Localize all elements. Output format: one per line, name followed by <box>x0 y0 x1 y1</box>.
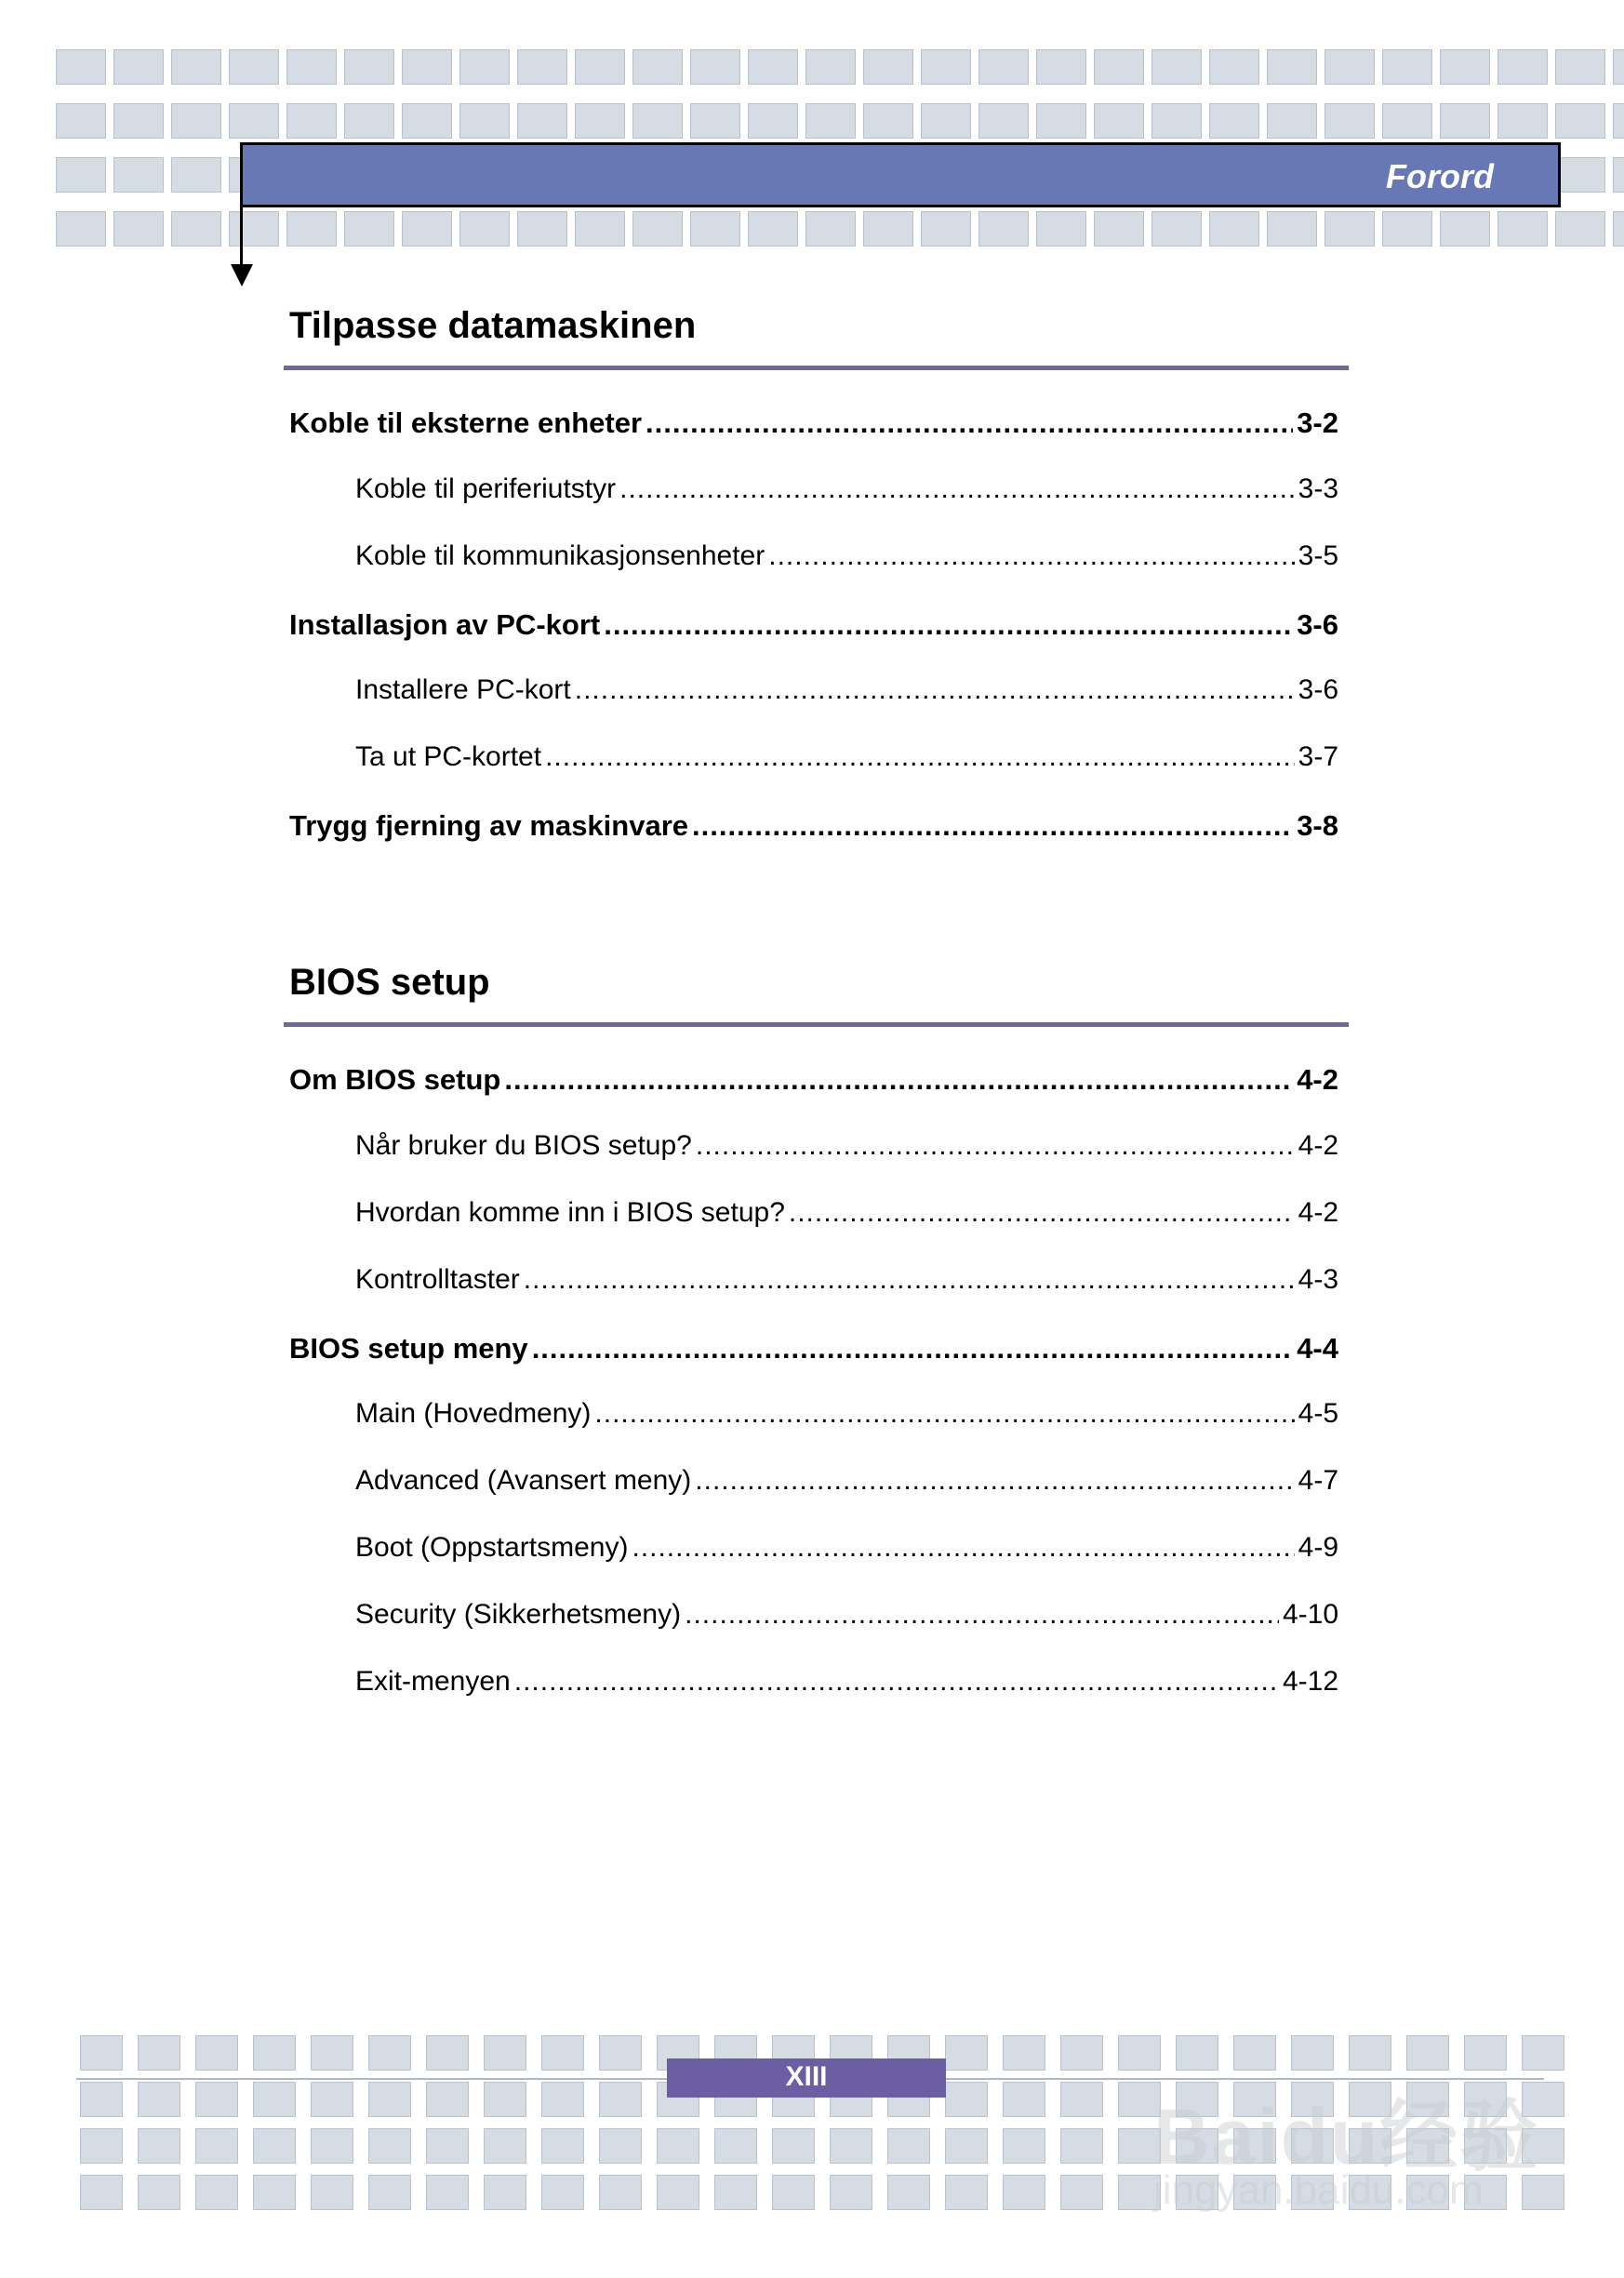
decorative-tile <box>1267 103 1317 139</box>
decorative-tile <box>195 2035 238 2071</box>
decorative-tile <box>368 2035 411 2071</box>
toc-label: Advanced (Avansert meny) <box>355 1465 692 1496</box>
toc-entry[interactable] <box>355 1532 1338 1573</box>
decorative-tile <box>1094 103 1144 139</box>
decorative-tile <box>1267 49 1317 85</box>
decorative-tile <box>517 103 567 139</box>
decorative-tile <box>484 2175 526 2210</box>
decorative-tile <box>599 2082 642 2117</box>
toc-entry[interactable] <box>355 1666 1338 1707</box>
toc-label: BIOS setup meny <box>289 1332 528 1365</box>
decorative-tile <box>286 211 337 246</box>
toc-leader <box>789 1197 1295 1229</box>
section-rule <box>284 366 1349 370</box>
toc-leader <box>504 1063 1293 1097</box>
decorative-tile <box>1613 49 1624 85</box>
decorative-tile <box>1209 103 1259 139</box>
toc-leader <box>768 540 1294 572</box>
decorative-tile <box>253 2175 296 2210</box>
toc-page: 3-6 <box>1297 608 1338 641</box>
decorative-tile <box>690 211 740 246</box>
decorative-tile <box>459 103 510 139</box>
toc-entry[interactable] <box>355 1599 1338 1640</box>
decorative-tile <box>344 103 394 139</box>
decorative-tile <box>575 103 625 139</box>
decorative-tile <box>1498 49 1548 85</box>
decorative-tile <box>402 103 452 139</box>
decorative-tile <box>253 2082 296 2117</box>
header-bar <box>240 142 1561 207</box>
decorative-tile <box>138 2128 180 2164</box>
decorative-tile <box>229 103 279 139</box>
toc-leader <box>646 406 1293 440</box>
toc-page: 3-6 <box>1298 674 1338 705</box>
section-rule <box>284 1022 1349 1027</box>
decorative-tile <box>1151 49 1202 85</box>
decorative-tile <box>402 211 452 246</box>
decorative-tile <box>541 2128 584 2164</box>
decorative-tile <box>1382 49 1432 85</box>
decorative-tile <box>1003 2082 1045 2117</box>
decorative-tile <box>286 103 337 139</box>
watermark <box>1144 2037 1553 2223</box>
toc-page: 4-10 <box>1282 1599 1338 1630</box>
toc-entry[interactable] <box>355 1398 1338 1439</box>
watermark-logo: Baidu经验 <box>1153 2093 1540 2180</box>
decorative-tile <box>1324 211 1375 246</box>
toc-page: 3-7 <box>1298 741 1338 772</box>
toc-page: 4-5 <box>1298 1398 1338 1429</box>
decorative-tile <box>311 2128 353 2164</box>
decorative-tile <box>690 49 740 85</box>
decorative-tile <box>541 2082 584 2117</box>
decorative-tile <box>1036 211 1086 246</box>
toc-label: Koble til periferiutstyr <box>355 473 617 504</box>
decorative-tile <box>599 2128 642 2164</box>
decorative-tile <box>113 211 164 246</box>
decorative-tile <box>772 2175 815 2210</box>
decorative-tile <box>171 103 221 139</box>
decorative-tile <box>887 2128 930 2164</box>
decorative-tile <box>195 2082 238 2117</box>
toc-leader <box>532 1332 1294 1365</box>
decorative-tile <box>945 2082 988 2117</box>
toc-page: 4-2 <box>1297 1063 1338 1096</box>
decorative-tile <box>1555 157 1605 193</box>
decorative-tile <box>459 49 510 85</box>
toc-leader <box>692 809 1293 843</box>
toc-label: Koble til kommunikasjonsenheter <box>355 540 765 571</box>
decorative-tile <box>253 2128 296 2164</box>
toc-leader <box>575 674 1295 706</box>
decorative-tile <box>138 2175 180 2210</box>
toc-entry[interactable] <box>289 608 1338 649</box>
toc-page: 4-2 <box>1298 1197 1338 1228</box>
toc-leader <box>685 1599 1279 1631</box>
toc-leader <box>594 1398 1294 1430</box>
decorative-tile <box>541 2035 584 2071</box>
decorative-tile <box>56 211 106 246</box>
toc-entry[interactable] <box>355 540 1338 581</box>
decorative-tile <box>1498 211 1548 246</box>
arrow-down-icon <box>231 264 253 286</box>
decorative-tile <box>921 103 971 139</box>
decorative-tile <box>517 49 567 85</box>
toc-entry[interactable] <box>289 1332 1338 1373</box>
decorative-tile <box>1382 103 1432 139</box>
toc-label: Installasjon av PC-kort <box>289 608 601 641</box>
decorative-tile <box>517 211 567 246</box>
decorative-tile <box>368 2128 411 2164</box>
decorative-tile <box>945 2175 988 2210</box>
toc-label: Hvordan komme inn i BIOS setup? <box>355 1197 785 1228</box>
decorative-tile <box>1036 49 1086 85</box>
decorative-tile <box>1440 103 1490 139</box>
decorative-tile <box>1151 211 1202 246</box>
decorative-tile <box>195 2128 238 2164</box>
decorative-tile <box>1003 2128 1045 2164</box>
decorative-tile <box>657 2175 699 2210</box>
toc-entry[interactable] <box>289 1063 1338 1104</box>
decorative-tile <box>632 103 683 139</box>
decorative-tile <box>978 211 1029 246</box>
toc-label: Installere PC-kort <box>355 674 571 705</box>
decorative-tile <box>80 2035 123 2071</box>
decorative-tile <box>426 2128 469 2164</box>
toc-leader <box>545 741 1295 773</box>
decorative-tile <box>368 2175 411 2210</box>
toc-page: 4-12 <box>1282 1666 1338 1697</box>
decorative-tile <box>1324 49 1375 85</box>
decorative-tile <box>56 49 106 85</box>
section-title: Tilpasse datamaskinen <box>289 305 697 346</box>
decorative-tile <box>632 49 683 85</box>
toc-label: Security (Sikkerhetsmeny) <box>355 1599 682 1630</box>
decorative-tile <box>229 49 279 85</box>
watermark-url: jingyan.baidu.com <box>1153 2167 1484 2213</box>
toc-leader <box>632 1532 1294 1564</box>
decorative-tile <box>138 2082 180 2117</box>
decorative-tile <box>805 49 856 85</box>
decorative-tile <box>1003 2175 1045 2210</box>
decorative-tile <box>344 211 394 246</box>
decorative-tile <box>1613 211 1624 246</box>
toc-leader <box>604 608 1293 642</box>
toc-page: 4-2 <box>1298 1130 1338 1161</box>
decorative-tile <box>1555 211 1605 246</box>
decorative-tile <box>311 2175 353 2210</box>
decorative-tile <box>311 2035 353 2071</box>
toc-leader <box>695 1465 1294 1497</box>
toc-label: Ta ut PC-kortet <box>355 741 542 772</box>
decorative-tile <box>1440 49 1490 85</box>
decorative-tile <box>1613 103 1624 139</box>
decorative-tile <box>748 49 798 85</box>
toc-label: Main (Hovedmeny) <box>355 1398 592 1429</box>
decorative-tile <box>945 2035 988 2071</box>
decorative-tile <box>1382 211 1432 246</box>
decorative-tile <box>80 2128 123 2164</box>
toc-page: 3-3 <box>1298 473 1338 504</box>
decorative-tile <box>1003 2035 1045 2071</box>
decorative-tile <box>426 2082 469 2117</box>
decorative-tile <box>575 211 625 246</box>
decorative-tile <box>632 211 683 246</box>
decorative-tile <box>459 211 510 246</box>
decorative-tile <box>113 157 164 193</box>
decorative-tile <box>863 49 913 85</box>
toc-label: Når bruker du BIOS setup? <box>355 1130 692 1161</box>
decorative-tile <box>484 2128 526 2164</box>
decorative-tile <box>484 2082 526 2117</box>
toc-entry[interactable] <box>289 809 1338 850</box>
decorative-tile <box>887 2175 930 2210</box>
toc-entry[interactable] <box>355 473 1338 514</box>
decorative-tile <box>1324 103 1375 139</box>
decorative-tile <box>80 2175 123 2210</box>
decorative-tile <box>171 211 221 246</box>
decorative-tile <box>368 2082 411 2117</box>
arrow-line <box>240 207 243 268</box>
toc-leader <box>514 1666 1279 1698</box>
decorative-tile <box>171 49 221 85</box>
toc-page: 4-3 <box>1298 1264 1338 1295</box>
decorative-tile <box>805 103 856 139</box>
decorative-tile <box>978 49 1029 85</box>
decorative-tile <box>1209 211 1259 246</box>
toc-label: Om BIOS setup <box>289 1063 501 1096</box>
decorative-tile <box>1440 211 1490 246</box>
toc-label: Trygg fjerning av maskinvare <box>289 809 689 842</box>
decorative-tile <box>229 211 279 246</box>
toc-label: Exit-menyen <box>355 1666 511 1697</box>
section-title: BIOS setup <box>289 962 490 1003</box>
decorative-tile <box>344 49 394 85</box>
toc-entry[interactable] <box>355 674 1338 715</box>
decorative-tile <box>805 211 856 246</box>
toc-entry[interactable] <box>355 1465 1338 1506</box>
decorative-tile <box>426 2175 469 2210</box>
decorative-tile <box>541 2175 584 2210</box>
toc-page: 3-8 <box>1297 809 1338 842</box>
decorative-tile <box>113 103 164 139</box>
decorative-tile <box>113 49 164 85</box>
decorative-tile <box>56 103 106 139</box>
toc-page: 4-7 <box>1298 1465 1338 1496</box>
header-title: Forord <box>1386 157 1494 195</box>
toc-label: Kontrolltaster <box>355 1264 520 1295</box>
decorative-tile <box>195 2175 238 2210</box>
decorative-tile <box>978 103 1029 139</box>
decorative-tile <box>484 2035 526 2071</box>
decorative-tile <box>1060 2128 1103 2164</box>
decorative-tile <box>690 103 740 139</box>
toc-leader <box>696 1130 1295 1162</box>
decorative-tile <box>748 211 798 246</box>
decorative-tile <box>1094 49 1144 85</box>
decorative-tile <box>1060 2175 1103 2210</box>
decorative-tile <box>1060 2082 1103 2117</box>
decorative-tile <box>1555 49 1605 85</box>
decorative-tile <box>599 2035 642 2071</box>
decorative-tile <box>830 2175 872 2210</box>
toc-leader <box>524 1264 1295 1296</box>
decorative-tile <box>402 49 452 85</box>
decorative-tile <box>921 211 971 246</box>
decorative-tile <box>945 2128 988 2164</box>
toc-leader <box>619 473 1295 505</box>
decorative-tile <box>1060 2035 1103 2071</box>
decorative-tile <box>714 2128 757 2164</box>
decorative-tile <box>1209 49 1259 85</box>
toc-entry[interactable] <box>355 1264 1338 1305</box>
toc-label: Koble til eksterne enheter <box>289 406 643 439</box>
decorative-tile <box>830 2128 872 2164</box>
decorative-tile <box>1036 103 1086 139</box>
decorative-tile <box>171 157 221 193</box>
decorative-tile <box>1267 211 1317 246</box>
toc-page: 3-2 <box>1297 406 1338 439</box>
decorative-tile <box>80 2082 123 2117</box>
decorative-tile <box>748 103 798 139</box>
toc-entry[interactable] <box>355 741 1338 782</box>
decorative-tile <box>921 49 971 85</box>
decorative-tile <box>1613 157 1624 193</box>
decorative-tile <box>599 2175 642 2210</box>
decorative-tile <box>253 2035 296 2071</box>
toc-page: 3-5 <box>1298 540 1338 571</box>
toc-page: 4-4 <box>1297 1332 1338 1365</box>
decorative-tile <box>1094 211 1144 246</box>
decorative-tile <box>138 2035 180 2071</box>
decorative-tile <box>1498 103 1548 139</box>
decorative-tile <box>863 103 913 139</box>
decorative-tile <box>56 157 106 193</box>
page-number-badge: XIII <box>667 2058 946 2098</box>
decorative-tile <box>1151 103 1202 139</box>
toc-entry[interactable] <box>289 406 1338 447</box>
toc-entry[interactable] <box>355 1130 1338 1171</box>
decorative-tile <box>426 2035 469 2071</box>
toc-entry[interactable] <box>355 1197 1338 1238</box>
toc-page: 4-9 <box>1298 1532 1338 1563</box>
decorative-tile <box>863 211 913 246</box>
decorative-tile <box>1555 103 1605 139</box>
decorative-tile <box>311 2082 353 2117</box>
decorative-tile <box>714 2175 757 2210</box>
decorative-tile <box>286 49 337 85</box>
decorative-tile <box>657 2128 699 2164</box>
decorative-tile <box>772 2128 815 2164</box>
toc-label: Boot (Oppstartsmeny) <box>355 1532 629 1563</box>
decorative-tile <box>575 49 625 85</box>
